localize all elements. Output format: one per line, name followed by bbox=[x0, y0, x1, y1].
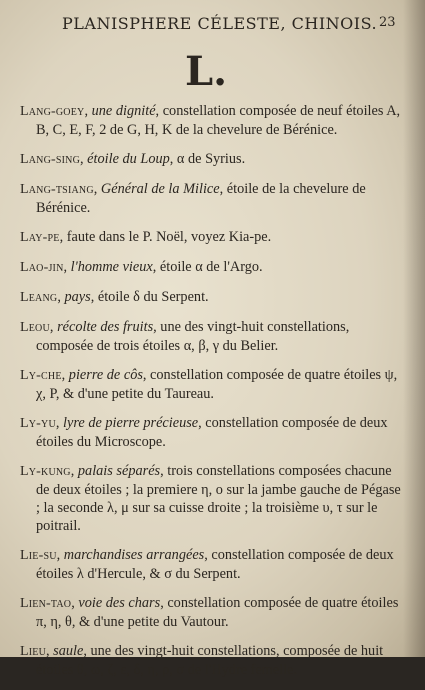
entry-term: Lang-goey bbox=[20, 104, 85, 119]
entry-list bbox=[20, 102, 406, 690]
running-title: PLANISPHERE CÉLESTE, CHINOIS. bbox=[62, 14, 378, 33]
entry bbox=[20, 228, 406, 247]
entry-text: , constellation composée de deux étoiles du Microscope. bbox=[36, 415, 388, 450]
entry-text: , une des vingt-huit constellations, composée de huit étoiles θ, ω, ζ, ε, δ, η, ρ, σ de l'Hydre femelle. bbox=[36, 643, 384, 678]
entry-text: , constellation composée de deux étoiles λ d'Hercule, & σ du Serpent. bbox=[36, 547, 394, 582]
entry: Ly-kung, palais séparés, trois constellations composées chacune de deux étoiles ; la premiere η, ο sur la jambe gauche de Pégase ; la seconde λ, μ sur sa cuisse droite ; la troisième υ, τ sur le poitrail. bbox=[20, 463, 401, 534]
entry-translation: marchandises arrangées bbox=[63, 547, 205, 563]
entry-text: , α de Syrius. bbox=[169, 151, 246, 167]
entry-text: , étoile α de l'Argo. bbox=[152, 259, 263, 275]
entry-term: Ly-yu bbox=[20, 416, 56, 431]
entry-term: Lieu bbox=[20, 644, 47, 659]
entry: Lie-su, marchandises arrangées, constellation composée de deux étoiles λ d'Hercule, & σ du Serpent. bbox=[20, 547, 394, 582]
entry-translation: récolte des fruits bbox=[57, 319, 154, 335]
entry-term: Lie-su bbox=[20, 548, 57, 563]
entry-text: , une des vingt-huit constellations, composée de trois étoiles α, β, γ du Belier. bbox=[36, 319, 350, 354]
entry: Lang-sing, étoile du Loup, α de Syrius. bbox=[20, 151, 246, 167]
entry-text: , faute dans le P. Noël, voyez Kia-pe. bbox=[59, 229, 272, 245]
entry-translation: pierre de côs bbox=[68, 367, 143, 383]
entry-term: Lay-pe bbox=[20, 230, 60, 245]
entry-term: Leou bbox=[20, 320, 50, 335]
page-number: 23 bbox=[379, 15, 396, 30]
entry-text: , constellation composée de neuf étoiles A, B, C, E, F, 2 de G, H, K de la chevelure de Bérénice. bbox=[36, 103, 401, 138]
entry: Ly-yu, lyre de pierre précieuse, constellation composée de deux étoiles du Microscope. bbox=[20, 415, 388, 450]
entry-translation: voie des chars bbox=[78, 595, 161, 611]
entry: Leang, pays, étoile δ du Serpent. bbox=[20, 289, 209, 305]
entry: Lien-tao, voie des chars, constellation composée de quatre étoiles π, η, θ, & d'une petite du Vautour. bbox=[20, 595, 399, 630]
entry: Lao-jin, l'homme vieux, étoile α de l'Argo. bbox=[20, 259, 263, 275]
entry-text: , trois constellations composées chacune de deux étoiles ; la premiere η, ο sur la jambe gauche de Pégase ; la seconde λ, μ sur sa cuisse droite ; la troisième υ, τ sur le poitrail. bbox=[36, 463, 401, 534]
entry-translation: Général de la Milice bbox=[100, 181, 220, 197]
entry-text: , étoile de la chevelure de Bérénice. bbox=[36, 181, 366, 216]
entry-term: Lang-sing bbox=[20, 152, 81, 167]
page-header bbox=[0, 12, 425, 38]
entry: Lang-tsiang, Général de la Milice, étoile de la chevelure de Bérénice. bbox=[20, 181, 366, 216]
entry-translation: l'homme vieux bbox=[70, 259, 153, 275]
entry-term: Lao-jin bbox=[20, 260, 64, 275]
entry-text: , constellation composée de quatre étoiles ψ, χ, P, & d'une petite du Taureau. bbox=[36, 367, 398, 402]
entry-term: Leang bbox=[20, 290, 58, 305]
entry-term: Lien-tao bbox=[20, 596, 72, 611]
entry-text: , étoile δ du Serpent. bbox=[90, 289, 209, 305]
entry-translation: lyre de pierre précieuse bbox=[63, 415, 199, 431]
entry-translation: une dignité bbox=[91, 103, 156, 119]
page-gutter-shadow bbox=[403, 0, 425, 657]
entry-translation: étoile du Loup bbox=[87, 151, 170, 167]
entry-translation: pays bbox=[64, 289, 91, 305]
entry: Lieu, saule, une des vingt-huit constellations, composée de huit étoiles θ, ω, ζ, ε, δ, η, ρ, σ de l'Hydre femelle. bbox=[20, 643, 384, 678]
entry: Lang-goey, une dignité, constellation composée de neuf étoiles A, B, C, E, F, 2 de G, H, K de la chevelure de Bérénice. bbox=[20, 103, 401, 138]
entry-translation: saule bbox=[53, 643, 84, 659]
entry: Leou, récolte des fruits, une des vingt-huit constellations, composée de trois étoiles α, β, γ du Belier. bbox=[20, 319, 350, 354]
entry-text: , constellation composée de quatre étoiles π, η, θ, & d'une petite du Vautour. bbox=[36, 595, 399, 630]
entry-term: Ly-che bbox=[20, 368, 62, 383]
section-letter: L. bbox=[185, 48, 228, 95]
entry-term: Ly-kung bbox=[20, 464, 71, 479]
entry-term: Lang-tsiang bbox=[20, 182, 94, 197]
entry: Ly-che, pierre de côs, constellation composée de quatre étoiles ψ, χ, P, & d'une petite du Taureau. bbox=[20, 367, 398, 402]
entry-translation: palais séparés bbox=[77, 463, 161, 479]
